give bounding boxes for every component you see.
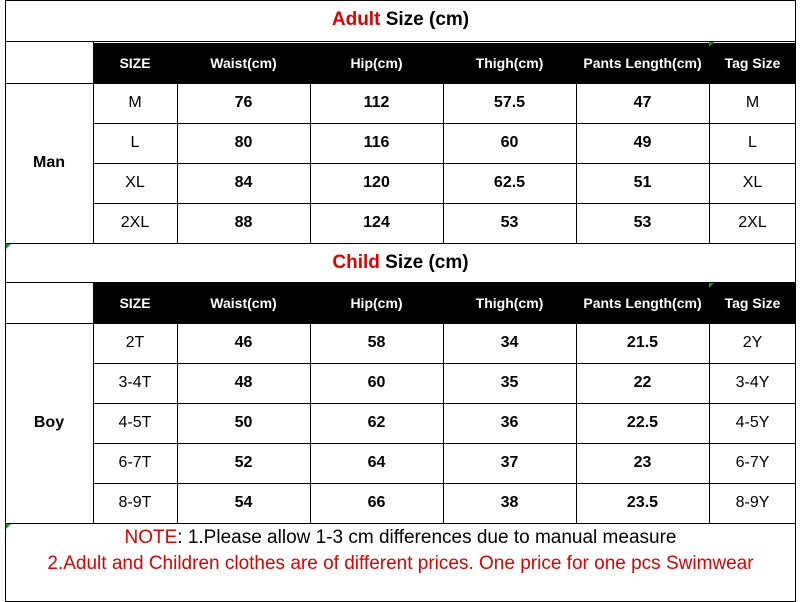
grid-line [443, 83, 444, 243]
adult-header-size: SIZE [93, 43, 177, 83]
child-title-rest: Size (cm) [385, 252, 469, 273]
size-cell: 6-7T [118, 454, 152, 471]
pants-length-cell: 23 [633, 454, 652, 471]
pants-length-cell: 22.5 [626, 414, 659, 431]
hip-cell: 62 [367, 414, 386, 431]
size-cell: 2XL [120, 214, 150, 231]
size-cell: 4-5T [118, 414, 152, 431]
child-header-thigh: Thigh(cm) [443, 283, 576, 323]
adult-header-tag-size: Tag Size [709, 43, 796, 83]
thigh-cell: 57.5 [493, 94, 526, 111]
grid-line [93, 123, 796, 124]
tag-size-cell: M [745, 94, 760, 111]
grid-line [709, 323, 710, 523]
child-header-waist: Waist(cm) [177, 283, 310, 323]
size-cell: 2T [125, 334, 145, 351]
grid-line [310, 323, 311, 523]
waist-cell: 46 [234, 334, 253, 351]
size-cell: M [128, 94, 142, 111]
grid-line [177, 323, 178, 523]
grid-line [5, 0, 6, 602]
grid-line [93, 403, 796, 404]
grid-line [93, 282, 94, 523]
thigh-cell: 35 [500, 374, 519, 391]
cell-marker [6, 244, 11, 249]
thigh-cell: 37 [500, 454, 519, 471]
grid-line [93, 203, 796, 204]
grid-line [5, 83, 796, 84]
tag-size-cell: 6-7Y [735, 454, 770, 471]
note-text: : 1.Please allow 1-3 cm differences due to manual measure [177, 527, 677, 548]
waist-cell: 88 [234, 214, 253, 231]
tag-size-cell: 2XL [738, 214, 767, 231]
grid-line [5, 41, 796, 42]
grid-line [5, 282, 796, 283]
pants-length-cell: 49 [633, 134, 652, 151]
grid-line [93, 363, 796, 364]
note-label: NOTE [124, 527, 178, 548]
tag-size-cell: 4-5Y [735, 414, 770, 431]
hip-cell: 60 [367, 374, 386, 391]
adult-title-accent: Adult [331, 9, 381, 30]
thigh-cell: 60 [500, 134, 519, 151]
grid-line [576, 83, 577, 243]
thigh-cell: 36 [500, 414, 519, 431]
waist-cell: 80 [234, 134, 253, 151]
waist-cell: 76 [234, 94, 253, 111]
size-cell: 8-9T [118, 494, 152, 511]
hip-cell: 64 [367, 454, 386, 471]
adult-title-rest: Size (cm) [385, 9, 470, 30]
tag-size-cell: L [748, 134, 757, 151]
child-header-hip: Hip(cm) [310, 283, 443, 323]
grid-line [443, 323, 444, 523]
tag-size-cell: 3-4Y [735, 374, 770, 391]
grid-line [5, 0, 796, 1]
size-cell: XL [125, 174, 145, 191]
adult-header-hip: Hip(cm) [310, 43, 443, 83]
adult-title [5, 0, 796, 40]
size-cell: 3-4T [118, 374, 152, 391]
child-header-tag-size: Tag Size [709, 283, 796, 323]
grid-line [93, 41, 94, 243]
tag-size-cell: 8-9Y [735, 494, 770, 511]
pants-length-cell: 47 [633, 94, 652, 111]
waist-cell: 54 [234, 494, 253, 511]
hip-cell: 66 [367, 494, 386, 511]
tag-size-cell: 2Y [742, 334, 763, 351]
child-group-label: Boy [33, 414, 65, 431]
size-chart [5, 0, 796, 602]
grid-line [5, 243, 796, 244]
adult-group-label: Man [33, 154, 65, 171]
thigh-cell: 53 [500, 214, 519, 231]
grid-line [93, 443, 796, 444]
grid-line [5, 323, 796, 324]
pants-length-cell: 22 [633, 374, 652, 391]
child-header-size: SIZE [93, 283, 177, 323]
grid-line [177, 83, 178, 243]
cell-marker [709, 283, 714, 288]
adult-header-thigh: Thigh(cm) [443, 43, 576, 83]
adult-header-waist: Waist(cm) [177, 43, 310, 83]
note-line-1 [5, 527, 796, 551]
waist-cell: 52 [234, 454, 253, 471]
grid-line [5, 523, 796, 524]
child-title-accent: Child [332, 252, 380, 273]
grid-line [93, 163, 796, 164]
note-line-2: 2.Adult and Children clothes are of different prices. One price for one pcs Swimwear [47, 553, 754, 574]
hip-cell: 124 [363, 214, 390, 231]
grid-line [795, 0, 796, 602]
thigh-cell: 38 [500, 494, 519, 511]
adult-header-pants-length: Pants Length(cm) [576, 43, 709, 83]
waist-cell: 50 [234, 414, 253, 431]
grid-line [576, 323, 577, 523]
grid-line [709, 83, 710, 243]
size-cell: L [130, 134, 140, 151]
waist-cell: 84 [234, 174, 253, 191]
grid-line [93, 483, 796, 484]
hip-cell: 120 [363, 174, 390, 191]
grid-line [310, 83, 311, 243]
pants-length-cell: 21.5 [626, 334, 659, 351]
pants-length-cell: 23.5 [626, 494, 659, 511]
hip-cell: 58 [367, 334, 386, 351]
hip-cell: 116 [363, 134, 390, 151]
child-title [5, 243, 796, 283]
pants-length-cell: 53 [633, 214, 652, 231]
pants-length-cell: 51 [633, 174, 652, 191]
hip-cell: 112 [363, 94, 390, 111]
thigh-cell: 34 [500, 334, 519, 351]
waist-cell: 48 [234, 374, 253, 391]
thigh-cell: 62.5 [493, 174, 526, 191]
tag-size-cell: XL [742, 174, 763, 191]
cell-marker [709, 42, 714, 47]
child-header-pants-length: Pants Length(cm) [576, 283, 709, 323]
